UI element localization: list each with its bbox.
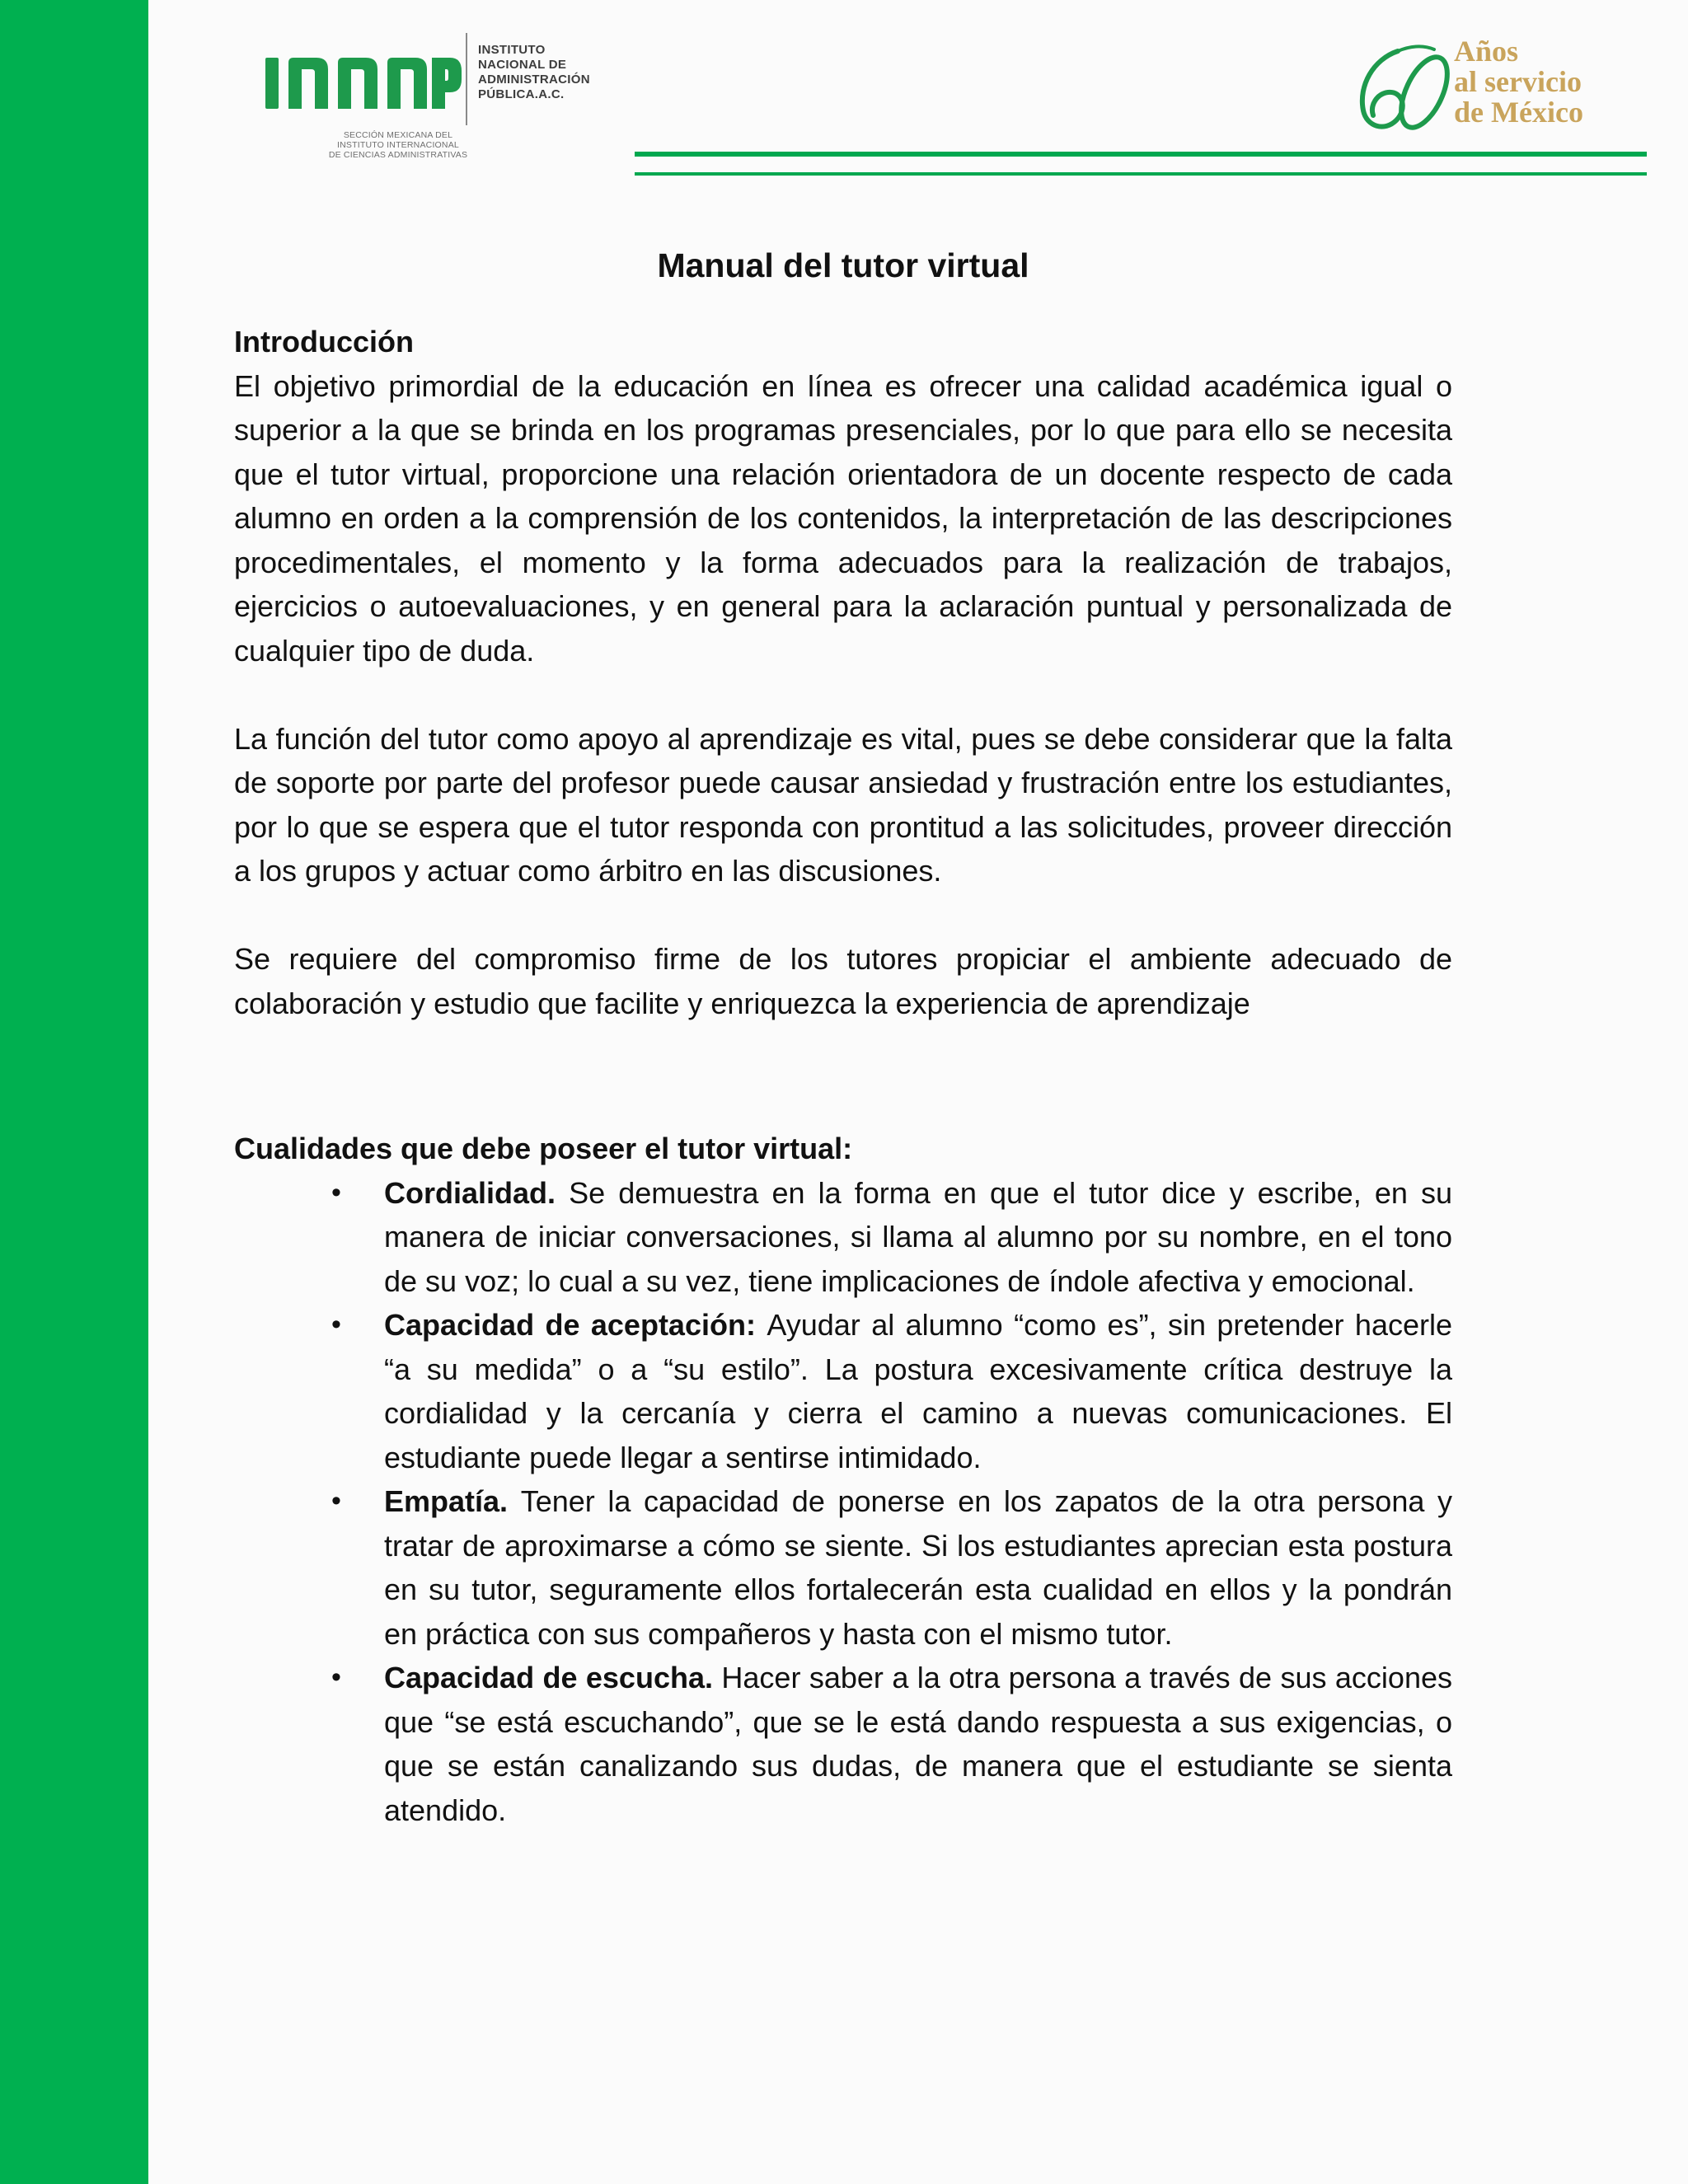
- intro-heading: Introducción: [234, 325, 414, 359]
- logo-divider: [466, 33, 467, 125]
- quality-text: Hacer saber a la otra persona a través de sus acciones que “se está escuchando”, que se le está dando respuesta a sus exigencias, o que se están canalizando sus dudas, de manera que el estudiante se sienta atendido.: [384, 1661, 1452, 1827]
- intro-paragraph-3: Se requiere del compromiso firme de los tutores propiciar el ambiente adecuado de colaboración y estudio que facilite y enriquezca la experiencia de aprendizaje: [234, 942, 1452, 1020]
- quality-term: Cordialidad.: [384, 1175, 570, 1210]
- header-rule-thick: [635, 152, 1647, 157]
- quality-term: Capacidad de aceptación:: [384, 1308, 767, 1342]
- intro-paragraph-1: El objetivo primordial de la educación en línea es ofrecer una calidad académica igual o superior a la que se brinda en los programas presenciales, por lo que para ello se necesita que el tutor virtual, proporcione una relación orientadora de un docente respecto de cada alumno en orden a la comprensión de los contenidos, la interpretación de las descripciones procedimentales, el momento y la forma adecuados para la realización de trabajos, ejercicios o autoevaluaciones, y en general para la aclaración puntual y personalizada de cualquier tipo de duda.: [234, 368, 1452, 668]
- bullet-icon: •: [331, 1485, 341, 1516]
- inap-logo: [265, 30, 612, 170]
- quality-term: Empatía.: [384, 1484, 521, 1518]
- anniversary-text: Años al servicio de México: [1454, 35, 1583, 129]
- anniversary-logo: [1348, 30, 1612, 145]
- qualities-list: [234, 1171, 1452, 1833]
- inap-name: INSTITUTO NACIONAL DE ADMINISTRACIÓN PÚBLICA.A.C.: [478, 43, 590, 101]
- quality-term: Capacidad de escucha.: [384, 1661, 722, 1694]
- sixty-years-icon: [1348, 35, 1456, 142]
- document-title: Manual del tutor virtual: [657, 246, 1029, 284]
- list-item: [331, 1479, 1452, 1656]
- qualities-heading: Cualidades que debe poseer el tutor virtual:: [234, 1132, 853, 1165]
- list-item: [331, 1656, 1452, 1832]
- document-body: [234, 320, 1452, 1832]
- list-item: [331, 1171, 1452, 1304]
- sidebar-band: [0, 0, 148, 2184]
- bullet-icon: •: [331, 1309, 341, 1340]
- quality-text: Se demuestra en la forma en que el tutor dice y escribe, en su manera de iniciar conversaciones, si llama al alumno por su nombre, en el tono de su voz; lo cual a su vez, tiene implicaciones de índole afectiva y emocional.: [384, 1175, 1452, 1298]
- inap-wordmark-icon: [265, 54, 462, 112]
- quality-text: Tener la capacidad de ponerse en los zapatos de la otra persona y tratar de aproximarse a cómo se siente. Si los estudiantes aprecian esta postura en su tutor, seguramente ellos fortalecerán esta cualidad en ellos y la pondrán en práctica con sus compañeros y hasta con el mismo tutor.: [384, 1484, 1452, 1651]
- bullet-icon: •: [331, 1661, 341, 1693]
- inap-subtitle: SECCIÓN MEXICANA DEL INSTITUTO INTERNACIONAL DE CIENCIAS ADMINISTRATIVAS: [328, 130, 468, 160]
- header-rule-thin: [635, 172, 1647, 176]
- list-item: [331, 1303, 1453, 1479]
- quality-text: Ayudar al alumno “como es”, sin pretender hacerle “a su medida” o a “su estilo”. La postura excesivamente crítica destruye la cordialidad y la cercanía y cierra el camino a nuevas comunicaciones. El estudiante puede llegar a sentirse intimidado.: [384, 1308, 1453, 1474]
- bullet-icon: •: [331, 1176, 341, 1208]
- intro-paragraph-2: La función del tutor como apoyo al aprendizaje es vital, pues se debe considerar que la falta de soporte por parte del profesor puede causar ansiedad y frustración entre los estudiantes, por lo que se espera que el tutor responda con prontitud a las solicitudes, proveer dirección a los grupos y actuar como árbitro en las discusiones.: [234, 721, 1452, 888]
